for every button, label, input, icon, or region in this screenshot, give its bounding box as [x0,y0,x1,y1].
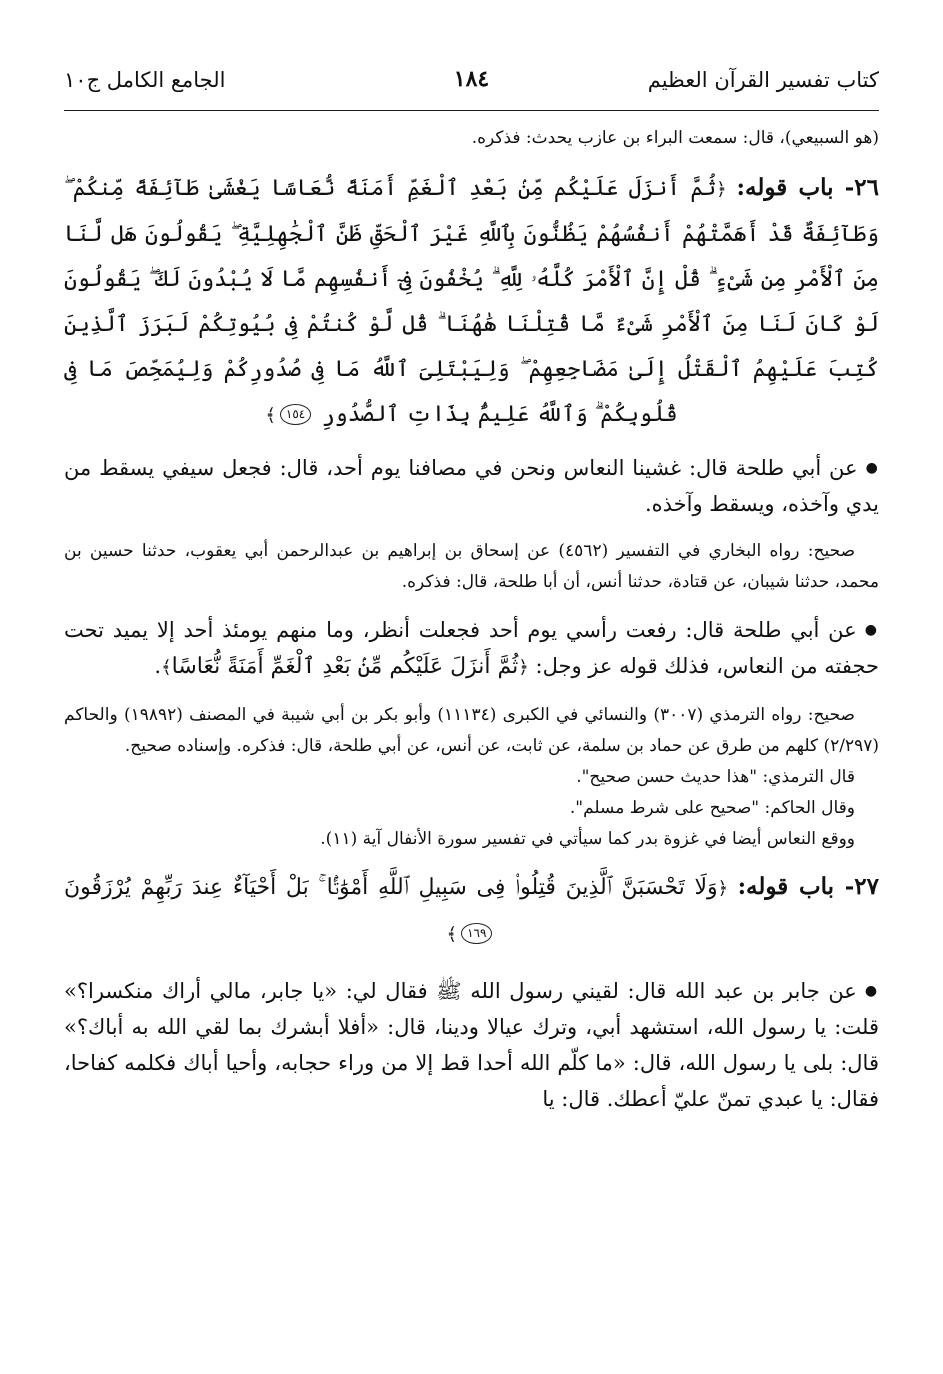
verse-close-bracket: ﴾ [265,405,276,426]
chapter-27 [64,865,879,957]
verse-open-bracket: ﴿ [716,179,727,200]
page-header [64,50,879,111]
page-number: ١٨٤ [453,66,490,92]
ayah-number-154: ١٥٤ [280,404,311,425]
hadith-2-verse-quote: ثُمَّ أَنزَلَ عَلَيْكُم مِّنۢ بَعْدِ ٱلْغَمِّ أَمَنَةً نُّعَاسًا [171,654,519,679]
ayah-number-169: ١٦٩ [461,923,492,944]
quote-open-bracket: ﴿ [518,657,529,678]
intro-note: (هو السبيعي)، قال: سمعت البراء بن عازب يحدث: فذكره. [471,128,879,148]
hadith-3-text: عن جابر بن عبد الله قال: لقيني رسول الله ﷺ فقال لي: «يا جابر، مالي أراك منكسرا؟» قلت: يا رسول الله، استشهد أبي، وترك عيالا ودينا، قال: «أفلا أبشرك بما لقي الله به أباك؟» قال: بلى يا رسول الله، قال: «ما كلّم الله أحدا قط إلا من وراء حجابه، وأحيا أباك فكلمه كفاحا، فقال: يا عبدي تمنّ عليّ أعطك. قال: يا [64,979,879,1111]
chapter-27-title: ٢٧- باب قوله: [737,873,879,900]
book-page [64,50,879,1374]
chapter-26-title: ٢٦- باب قوله: [736,174,880,201]
book-title: كتاب تفسير القرآن العظيم [647,68,879,92]
bullet-icon: ● [864,983,879,999]
quote-close-bracket: ﴾ [161,657,172,678]
verse-open-bracket: ﴿ [717,878,729,899]
hadith-2-end: . [154,654,162,678]
bullet-icon: ● [864,622,879,638]
quran-verse-169: وَلَا تَحْسَبَنَّ ٱلَّذِينَ قُتِلُوا۟ فِى سَبِيلِ ٱللَّهِ أَمْوَٰتًۢا ۚ بَلْ أَحْيَآءٌ عِندَ رَبِّهِمْ يُرْزَقُونَ [64,875,718,900]
hadith-2-grading: صحيح: رواه الترمذي (٣٠٠٧) والنسائي في الكبرى (١١١٣٤) وأبو بكر بن أبي شيبة في المصنف (١٩٨٩٢) والحاكم (٢/٢٩٧) كلهم من طرق عن حماد بن سلمة، عن ثابت، عن أنس، عن أبي طلحة، قال: فذكره. وإسناده صحيح. [64,705,879,756]
hadith-1-text: عن أبي طلحة قال: غشينا النعاس ونحن في مصافنا يوم أحد، قال: فجعل سيفي يسقط من يدي وآخذه، ويسقط وآخذه. [64,456,879,516]
tirmidhi-comment: قال الترمذي: "هذا حديث حسن صحيح". [576,767,855,787]
hadith-2-text: عن أبي طلحة قال: رفعت رأسي يوم أحد فجعلت أنظر، وما منهم يومئذ أحد إلا يميد تحت حجفته من النعاس، فذلك قوله عز وجل: [64,618,879,678]
quran-verse-154: ثُمَّ أَنزَلَ عَلَيْكُم مِّنۢ بَعْدِ ٱلْغَمِّ أَمَنَةً نُّعَاسًا يَغْشَىٰ طَآئِفَةً مِّنكُمْ ۖ وَطَآئِفَةٌ قَدْ أَهَمَّتْهُمْ أَنفُسُهُمْ يَظُنُّونَ بِٱللَّهِ غَيْرَ ٱلْحَقِّ ظَنَّ ٱلْجَٰهِلِيَّةِ ۖ يَقُولُونَ هَل لَّنَا مِنَ ٱلْأَمْرِ مِن شَىْءٍ ۗ قُلْ إِنَّ ٱلْأَمْرَ كُلَّهُۥ لِلَّهِ ۗ يُخْفُونَ فِىٓ أَنفُسِهِم مَّا لَا يُبْدُونَ لَكَ ۖ يَقُولُونَ لَوْ كَانَ لَنَا مِنَ ٱلْأَمْرِ شَىْءٌ مَّا قُتِلْنَا هَٰهُنَا ۗ قُل لَّوْ كُنتُمْ فِى بُيُوتِكُمْ لَبَرَزَ ٱلَّذِينَ كُتِبَ عَلَيْهِمُ ٱلْقَتْلُ إِلَىٰ مَضَاجِعِهِمْ ۖ وَلِيَبْتَلِىَ ٱللَّهُ مَا فِى صُدُورِكُمْ وَلِيُمَحِّصَ مَا فِى قُلُوبِكُمْ ۗ وَٱللَّهُ عَلِيمٌۢ بِذَاتِ ٱلصُّدُورِ [64,176,879,427]
volume-label: الجامع الكامل ج١٠ [64,68,226,92]
hadith-3 [64,973,879,1117]
hadith-1 [64,450,879,522]
chapter-26 [64,166,879,438]
hadith-2-notes [64,700,879,855]
bullet-icon: ● [865,460,879,476]
hadith-2 [64,612,879,686]
hakim-comment: وقال الحاكم: "صحيح على شرط مسلم". [569,798,855,818]
badr-note: ووقع النعاس أيضا في غزوة بدر كما سيأتي في تفسير سورة الأنفال آية (١١). [320,829,855,849]
verse-close-bracket: ﴾ [446,924,458,945]
hadith-1-grading: صحيح: رواه البخاري في التفسير (٤٥٦٢) عن إسحاق بن إبراهيم بن عبدالرحمن أبي يعقوب، حدثنا حسين بن محمد، حدثنا شيبان، عن قتادة، حدثنا أنس، أن أبا طلحة، قال: فذكره. [64,541,879,592]
